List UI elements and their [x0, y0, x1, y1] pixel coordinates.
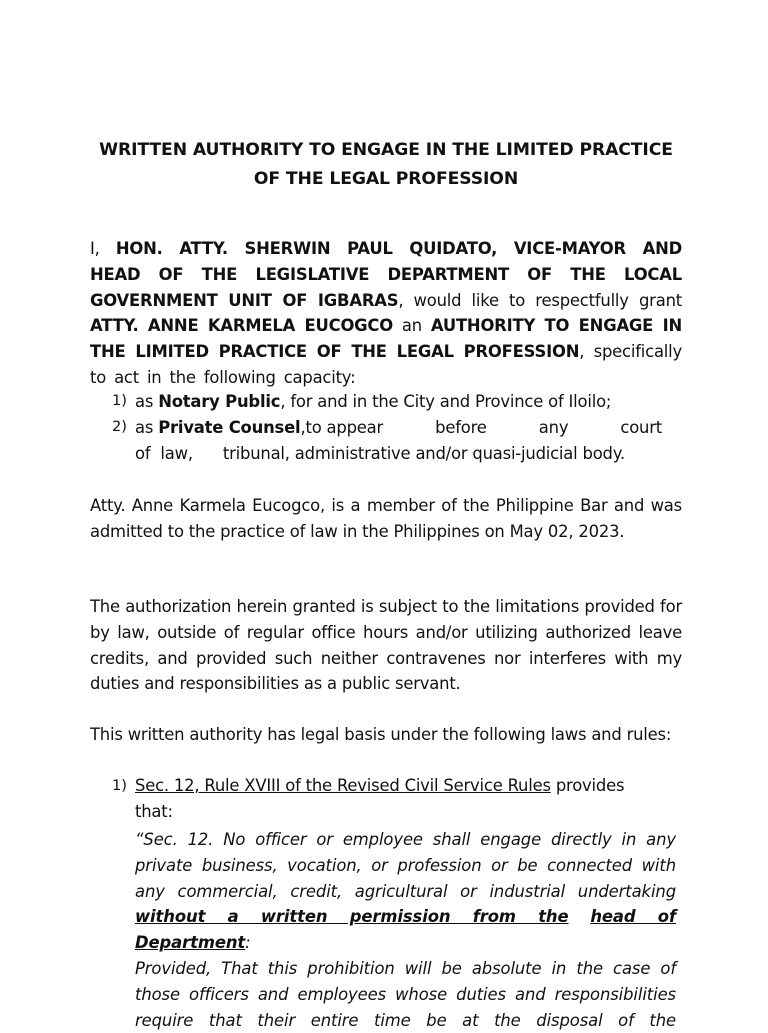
capacity-2-title: Private Counsel	[158, 418, 301, 437]
limitations-paragraph: The authorization herein granted is subject to the limitations provided for by law, outside of regular office hours and/or utilizing authorized leave credits, and provided such neither contravenes nor interferes with my duties and responsibilities as a public servant.	[90, 597, 682, 694]
capacity-1-title: Notary Public	[158, 392, 281, 411]
document-page	[90, 0, 683, 1030]
capacity-2-continuation: of law, tribunal, administrative and/or quasi-judicial body.	[135, 444, 625, 463]
intro-i: I,	[90, 239, 116, 258]
admission-paragraph: Atty. Anne Karmela Eucogco, is a member of the Philippine Bar and was admitted to the practice of law in the Philippines on May 02, 2023.	[90, 496, 682, 541]
quote-line-4: without a written permission from the head of Department:	[135, 907, 676, 953]
quote-emphasis-2: head of Department	[135, 907, 676, 953]
law-1: Sec. 12, Rule XVIII of the Revised Civil Service Rules provides that:	[135, 776, 625, 821]
quote-line-1: “Sec. 12. No officer or employee shall engage directly in any	[135, 830, 676, 849]
capacity-2-number: 2)	[112, 418, 127, 435]
quote-line-2: private business, vocation, or profession or be connected with	[135, 855, 676, 875]
capacity-1-number: 1)	[112, 392, 127, 409]
quote-line-6: those officers and employees whose duties and responsibilities	[135, 984, 676, 1004]
intro-text-2: an	[393, 316, 431, 336]
quote-line-3: any commercial, credit, agricultural or industrial undertaking	[135, 881, 676, 901]
law-1-reference: Sec. 12, Rule XVIII of the Revised Civil Service Rules	[135, 776, 551, 795]
title-line-1: WRITTEN AUTHORITY TO ENGAGE IN THE LIMITED PRACTICE	[99, 140, 673, 160]
intro-text-1: , would like to respectfully grant	[398, 290, 682, 310]
quote-line-7: require that their entire time be at the disposal of the	[135, 1010, 676, 1030]
capacity-2: as Private Counsel,to appear before any court	[135, 418, 662, 437]
quoted-provision	[135, 827, 676, 1033]
intro-text-3: , specifically to act in the following capacity:	[90, 342, 683, 387]
grantee-name: ATTY. ANNE KARMELA EUCOGCO	[90, 316, 393, 336]
intro-paragraph	[90, 236, 682, 391]
authority-name: AUTHORITY TO ENGAGE IN THE LIMITED PRACTICE OF THE LEGAL PROFESSION	[90, 316, 682, 362]
legal-basis-paragraph: This written authority has legal basis under the following laws and rules:	[90, 725, 672, 744]
law-1-number: 1)	[112, 777, 127, 794]
grantor-name-title: HON. ATTY. SHERWIN PAUL QUIDATO, VICE-MAYOR AND HEAD OF THE LEGISLATIVE DEPARTMENT OF THE LOCAL GOVERNMENT UNIT OF IGBARAS	[90, 239, 682, 310]
title-line-2: OF THE LEGAL PROFESSION	[253, 169, 519, 189]
capacity-1: as Notary Public, for and in the City and Province of Iloilo;	[135, 392, 612, 411]
quote-line-5: Provided, That this prohibition will be absolute in the case of	[135, 958, 676, 978]
quote-emphasis-1: without a written permission from the	[135, 907, 569, 927]
document-title	[90, 136, 682, 194]
